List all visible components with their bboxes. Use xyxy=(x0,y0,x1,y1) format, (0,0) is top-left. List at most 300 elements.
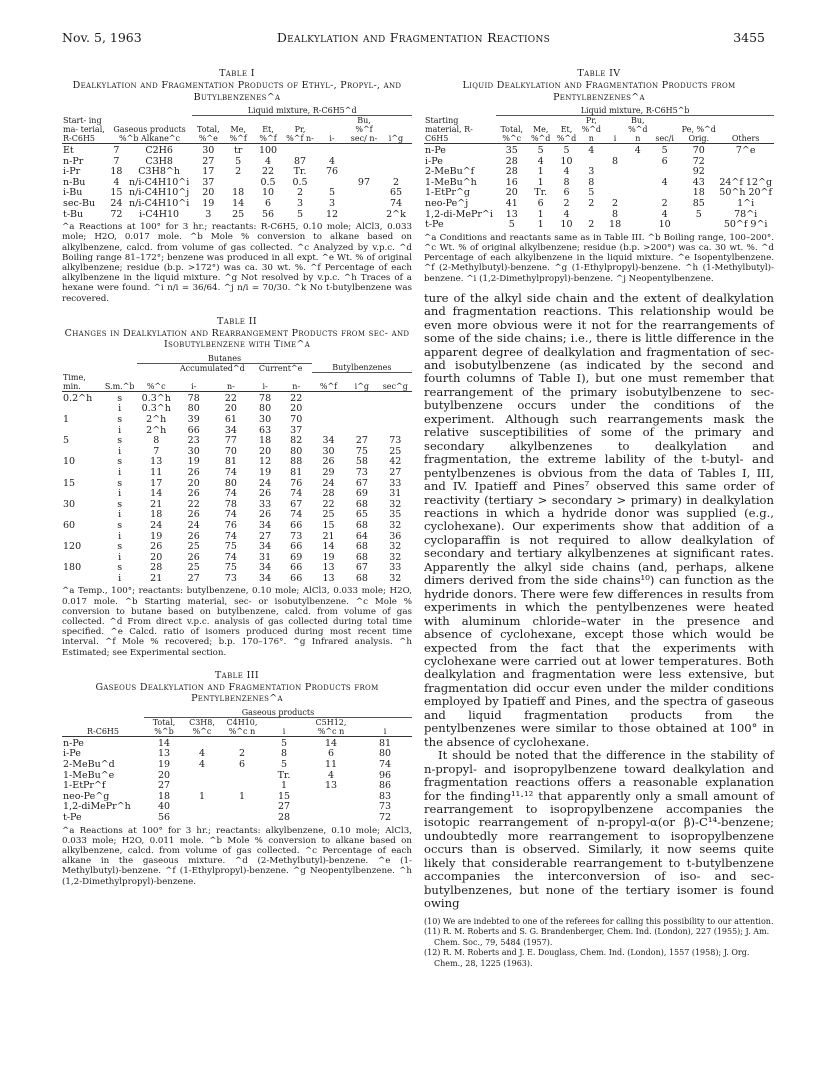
table-cell: 33 xyxy=(259,498,272,510)
table-cell xyxy=(220,771,264,782)
table-cell: 18 xyxy=(692,187,705,199)
table-cell: 80 xyxy=(259,403,272,415)
table-cell: 67 xyxy=(355,477,368,489)
table-cell: 2 xyxy=(612,197,619,209)
table-cell xyxy=(304,802,358,813)
table-cell: 22 xyxy=(261,166,275,178)
table-cell: n-Pe xyxy=(63,737,84,749)
table-cell: 19 xyxy=(187,456,200,468)
table-cell: 28 xyxy=(505,166,518,178)
table-cell: i-Pe xyxy=(425,155,443,167)
table-row xyxy=(62,468,412,479)
header-running-title: Dealkylation and Fragmentation Reactions xyxy=(276,30,551,45)
table-cell: i-C4H10 xyxy=(139,208,180,220)
table-cell: 5 xyxy=(63,435,70,447)
table-cell: 20 xyxy=(187,477,200,489)
table-cell: 21 xyxy=(322,530,335,542)
table-cell: C3H8^h xyxy=(138,166,180,178)
table-cell: 26 xyxy=(187,509,200,521)
table-3-col-header: C5H12, %^c n xyxy=(304,717,358,736)
table-cell: 27 xyxy=(202,155,215,167)
table-cell: 74 xyxy=(378,759,392,771)
table-cell: 74 xyxy=(389,197,403,209)
table-cell: 15 xyxy=(277,790,291,802)
table-4-label: Table IV xyxy=(577,68,621,79)
table-cell: 80 xyxy=(290,445,303,457)
table-cell: 180 xyxy=(63,562,82,574)
table-2-group-butylbenzenes: Butylbenzenes xyxy=(312,363,412,373)
table-cell: 19 xyxy=(150,530,163,542)
table-cell: 24 xyxy=(150,519,163,531)
table-cell: 30 xyxy=(63,498,76,510)
table-cell: 72 xyxy=(692,155,705,167)
table-cell: 76 xyxy=(290,477,303,489)
table-cell: 4 xyxy=(661,176,668,188)
table-cell: 6 xyxy=(661,155,668,167)
table-cell: i xyxy=(118,466,122,478)
table-cell: 5 xyxy=(328,187,336,199)
table-cell: 0.3^h xyxy=(141,392,171,404)
table-cell: 120 xyxy=(63,541,82,553)
table-3-label: Table III xyxy=(214,669,260,681)
table-cell: 30 xyxy=(202,145,215,156)
table-cell: 66 xyxy=(290,572,303,584)
table-2-col-header: i- xyxy=(250,373,281,392)
table-cell: 25 xyxy=(322,509,335,521)
right-column xyxy=(424,68,774,970)
table-cell xyxy=(379,391,412,404)
table-cell xyxy=(304,813,358,824)
table-row xyxy=(424,188,774,199)
table-cell xyxy=(604,167,627,178)
table-cell: i-Pe xyxy=(63,748,81,760)
table-cell: 20 xyxy=(290,403,303,415)
table-cell: 4 xyxy=(661,208,668,220)
table-cell: 23 xyxy=(187,435,200,447)
table-row xyxy=(62,144,412,157)
table-cell: 5 xyxy=(537,145,544,156)
table-cell: 2^h xyxy=(146,424,167,436)
table-cell: 68 xyxy=(355,519,368,531)
table-cell: 74 xyxy=(224,466,237,478)
table-3-notes: ^a Reactions at 100° for 3 hr.; reactants: alkylbenzene, 0.10 mole; AlCl3, 0.033 mole; H2O, 0.011 mole. ^b Mole % conversion to alkane based on alkylbenzene, calcd. from volume of gas collected. ^c Percentage of each alkane in the gaseous mixture. ^d (2-Methylbutyl)-benzene. ^e (1-Methylbutyl)-benzene. ^f (1-Ethylpropyl)-benzene. ^g Neopentylbenzene. ^h (1,2-Dimethylpropyl)-benzene. xyxy=(62,825,412,887)
table-cell: 4 xyxy=(265,155,272,167)
table-cell: 5 xyxy=(280,759,288,771)
table-3-col-header: R-C6H5 xyxy=(62,717,144,736)
table-cell: 14 xyxy=(232,197,245,209)
table-cell: 50^f 9^i xyxy=(723,219,768,231)
table-cell: 32 xyxy=(389,551,402,563)
table-cell: 5 xyxy=(661,145,668,156)
table-cell: 22 xyxy=(290,392,303,404)
table-cell: 3 xyxy=(205,208,212,220)
table-cell: 1 xyxy=(238,790,246,802)
table-cell xyxy=(348,199,380,210)
table-3-col-header: i xyxy=(264,717,304,736)
table-cell: i xyxy=(118,403,122,415)
table-cell: 32 xyxy=(389,498,402,510)
table-cell: 100 xyxy=(258,145,278,156)
table-cell: 0.3^h xyxy=(141,403,171,415)
table-4-body xyxy=(424,144,774,231)
table-cell: 10 xyxy=(658,219,671,231)
table-cell: 20 xyxy=(150,551,163,563)
table-cell: sec-Bu xyxy=(63,197,96,209)
table-cell: 74 xyxy=(290,488,303,500)
table-cell: 14 xyxy=(324,737,338,749)
table-cell: 34 xyxy=(259,572,272,584)
table-cell: 76 xyxy=(325,166,339,178)
table-cell: 18 xyxy=(609,219,622,231)
table-cell: 6 xyxy=(265,197,272,209)
table-cell: n/i-C4H10^i xyxy=(129,197,190,209)
table-cell: 1 xyxy=(198,790,206,802)
table-cell: 1,2-di-MePr^i xyxy=(425,208,493,220)
table-cell xyxy=(626,167,649,178)
table-cell: t-Bu xyxy=(63,208,84,220)
table-cell: 2 xyxy=(235,166,242,178)
table-cell: 13 xyxy=(150,456,163,468)
table-cell: 14 xyxy=(157,737,171,749)
table-1-label: Table I xyxy=(219,68,255,79)
table-cell: 24 xyxy=(322,477,335,489)
table-cell: i xyxy=(118,572,122,584)
table-cell: 12 xyxy=(259,456,272,468)
table-cell: 4 xyxy=(113,176,120,188)
table-cell: 24 xyxy=(259,477,272,489)
table-cell: 1 xyxy=(63,413,70,425)
table-cell: 36 xyxy=(389,530,402,542)
table-cell: 29 xyxy=(322,466,335,478)
table-cell: 6 xyxy=(563,187,570,199)
table-cell: 2 xyxy=(661,197,668,209)
table-cell xyxy=(380,157,412,168)
table-1-col-header: Start- ing ma- terial, R-C6H5 xyxy=(63,116,105,143)
table-cell: n-Bu xyxy=(63,176,86,188)
table-cell xyxy=(380,144,412,157)
table-cell: 34 xyxy=(259,519,272,531)
table-cell: 22 xyxy=(187,498,200,510)
header-date: Nov. 5, 1963 xyxy=(62,30,142,45)
table-cell: 27 xyxy=(277,801,291,813)
table-2-col-header: %^f xyxy=(312,373,345,392)
table-row xyxy=(62,781,412,792)
table-cell: tr xyxy=(233,145,243,156)
table-cell: 20 xyxy=(505,187,518,199)
table-cell xyxy=(220,813,264,824)
table-cell: 28 xyxy=(277,812,291,824)
table-cell: 1 xyxy=(280,780,288,792)
table-cell: Tr. xyxy=(534,187,548,199)
table-3-title: Gaseous Dealkylation and Fragmentation Products from Pentylbenzenes^a xyxy=(95,681,379,705)
table-cell xyxy=(348,210,380,221)
table-cell: 31 xyxy=(389,488,402,500)
table-cell: 24^f 12^g xyxy=(719,176,773,188)
table-cell xyxy=(348,157,380,168)
table-1 xyxy=(62,68,412,304)
table-cell: 73 xyxy=(290,530,303,542)
table-cell: i-Pr xyxy=(63,166,81,178)
table-cell: 37 xyxy=(290,424,303,436)
table-cell: 2^k xyxy=(386,208,406,220)
table-cell: 18 xyxy=(232,187,245,199)
table-cell: 35 xyxy=(389,509,402,521)
table-4 xyxy=(424,68,774,284)
table-cell: 80 xyxy=(224,477,237,489)
table-cell: 10 xyxy=(560,219,573,231)
body-paragraph: ture of the alkyl side chain and the extent of dealkylation and fragmentation reactions. This relationship would be even more obvious were it not for the rearrangements of some of the side chains; i.e., there is little difference in the apparent degree of dealkylation and fragmentation of sec- and isobutylbenzene (as indicated by the second and fourth columns of Table I), but one must remember that rearrangement of the primary isobutylbenzene to sec-butylbenzene occurs under the conditions of the experiment. Although such rearrangements mask the relative susceptibilities of some of the primary and secondary alkylbenzenes to dealkylation and fragmentation, the extreme lability of the t-butyl- and pentylbenzenes is obvious from the data of Tables I, III, and IV. Ipatieff and Pines⁷ observed this same order of reactivity (tertiary > secondary > primary) in dealkylation reactions in which a hydride donor was supplied (e.g., cyclohexane). Our experiments show that addition of a cycloparaffin is not required to allow dealkylation of secondary and tertiary alkylbenzenes at significant rates. Apparently the alkyl side chains (and, perhaps, alkene dimers derived from the side chains¹⁰) can function as the hydride donors. There were few differences in results from experiments in which the pentylbenzenes were heated with aluminum chloride–water in the presence and absence of cyclohexane, except those which would be expected from the fact that the experiments with cyclohexane were carried out at lower temperatures. Both dealkylation and fragmentation were less extensive, but fragmentation did occur even under the milder conditions employed by Ipatieff and Pines, and the spectra of gaseous and liquid fragmentation products from the pentylbenzenes were similar to those obtained at 100° in the absence of cyclohexane. xyxy=(424,290,774,749)
table-cell xyxy=(345,404,378,415)
table-cell xyxy=(379,404,412,415)
table-cell: 25 xyxy=(389,445,402,457)
table-cell: 30 xyxy=(187,445,200,457)
table-cell: 25 xyxy=(232,208,245,220)
table-cell: 27 xyxy=(389,466,402,478)
table-cell: 75 xyxy=(224,562,237,574)
table-cell: 7^e xyxy=(735,145,756,156)
table-cell: 6 xyxy=(238,759,246,771)
table-1-col-header: Bu, %^f sec/ n- xyxy=(348,116,380,144)
table-row xyxy=(62,802,412,813)
table-cell: 4 xyxy=(563,208,570,220)
table-cell: 13 xyxy=(322,572,335,584)
table-4-title: Liquid Dealkylation and Fragmentation Products from Pentylbenzenes^a xyxy=(462,80,736,103)
table-cell: 25 xyxy=(187,541,200,553)
table-cell: 8 xyxy=(280,748,288,760)
table-cell: 78 xyxy=(187,392,200,404)
table-cell: 18 xyxy=(150,509,163,521)
table-cell: 65 xyxy=(389,187,403,199)
table-cell: 19 xyxy=(202,197,215,209)
body-text xyxy=(424,292,774,911)
table-cell: 28 xyxy=(322,488,335,500)
table-cell: 5 xyxy=(296,208,304,220)
table-cell: 76 xyxy=(224,519,237,531)
table-cell: 73 xyxy=(224,572,237,584)
table-cell: 26 xyxy=(187,488,200,500)
table-cell xyxy=(345,391,378,404)
table-2-col-header: Time, min. xyxy=(62,373,102,392)
table-cell: 41 xyxy=(505,197,518,209)
table-cell: 26 xyxy=(322,456,335,468)
table-cell: 6 xyxy=(327,748,335,760)
table-cell: 74 xyxy=(224,509,237,521)
table-cell: 19 xyxy=(259,466,272,478)
table-cell: 78 xyxy=(259,392,272,404)
table-row xyxy=(424,210,774,221)
table-2-col-header: n- xyxy=(212,373,249,392)
table-cell: 20 xyxy=(202,187,215,199)
table-cell: s xyxy=(117,456,123,468)
table-cell: 13 xyxy=(324,780,338,792)
table-cell: 92 xyxy=(692,166,705,178)
table-cell: 68 xyxy=(355,572,368,584)
table-cell: s xyxy=(117,435,123,447)
table-4-col-header: Starting material, R-C6H5 xyxy=(424,116,496,144)
table-row xyxy=(62,199,412,210)
table-cell: 26 xyxy=(187,551,200,563)
table-4-col-header: Pe, %^d Orig. xyxy=(680,116,717,144)
table-cell: 78 xyxy=(224,498,237,510)
table-cell: 8 xyxy=(563,176,570,188)
table-cell: 56 xyxy=(261,208,275,220)
table-cell xyxy=(184,771,220,782)
table-2-group-accumulated: Accumulated^d xyxy=(179,363,245,373)
table-cell xyxy=(680,220,717,231)
table-cell: 97 xyxy=(357,176,371,188)
table-cell: i xyxy=(118,488,122,500)
table-cell: 18 xyxy=(259,435,272,447)
table-cell: 15 xyxy=(110,187,123,199)
table-cell: C2H6 xyxy=(145,145,173,156)
table-cell: 68 xyxy=(355,541,368,553)
table-cell: 21 xyxy=(150,572,163,584)
table-cell: 3 xyxy=(588,166,595,178)
table-4-col-header: Me, %^d xyxy=(527,116,554,144)
table-2-notes: ^a Temp., 100°; reactants: butylbenzene, 0.10 mole; AlCl3, 0.033 mole; H2O, 0.017 mole. ^b Starting material, sec- or isobutylbenzene. ^c Mole % conversion to butane based on butylbenzene, calcd. from volume of gas collected. ^d From direct v.p.c. analysis of gas collected during total time specified. ^e Calcd. ratio of isomers produced during most recent time interval. ^f Mole % recovered; b.p. 170–176°. ^g Infrared analysis. ^h Estimated; see Experimental section. xyxy=(62,586,412,658)
table-2-col-header: i- xyxy=(175,373,212,392)
table-cell: 17 xyxy=(202,166,215,178)
table-2-group-butanes: Butanes xyxy=(137,354,311,364)
table-cell: 12 xyxy=(325,208,339,220)
table-cell xyxy=(312,391,345,404)
table-cell: 1,2-diMePr^h xyxy=(63,801,131,813)
table-row xyxy=(62,391,412,404)
table-cell: 1-MeBu^e xyxy=(63,769,115,781)
table-4-col-header: Others xyxy=(717,116,774,144)
table-cell: 32 xyxy=(389,572,402,584)
table-4-col-header: Bu, %^d n xyxy=(628,116,648,143)
table-cell: C3H8 xyxy=(145,155,173,167)
table-row xyxy=(62,771,412,782)
table-cell: 86 xyxy=(378,780,392,792)
table-cell xyxy=(184,802,220,813)
table-cell: 5 xyxy=(280,737,288,749)
table-cell: 2 xyxy=(238,748,246,760)
table-cell: 60 xyxy=(63,519,76,531)
table-cell: 24 xyxy=(110,197,123,209)
table-cell: 37 xyxy=(202,176,215,188)
table-cell: 2^h xyxy=(146,413,167,425)
table-cell xyxy=(304,792,358,803)
table-cell: 72 xyxy=(110,208,123,220)
table-1-col-header: Et, %^f xyxy=(252,116,284,144)
table-cell: 82 xyxy=(290,435,303,447)
table-cell: 10 xyxy=(560,155,573,167)
table-cell: Et xyxy=(63,145,74,156)
table-cell: 34 xyxy=(259,562,272,574)
table-cell: 77 xyxy=(224,435,237,447)
table-cell: 80 xyxy=(187,403,200,415)
table-cell: 20 xyxy=(157,769,171,781)
table-2-col-header: %^c xyxy=(137,373,175,392)
table-cell: t-Pe xyxy=(63,812,82,824)
table-cell: 69 xyxy=(290,551,303,563)
table-4-notes: ^a Conditions and reactants same as in Table III. ^b Boiling range, 100–200°. ^c Wt. % of original alkylbenzene; residue (b.p. >200°) was ca. 30 wt. %. ^d Percentage of each alkylbenzene in the liquid mixture. ^e Isopentylbenzene. ^f (2-Methylbutyl)-benzene. ^g (1-Ethylpropyl)-benzene. ^h (1-Methylbutyl)-benzene. ^i (1,2-Dimethylpropyl)-benzene. ^j Neopentylbenzene. xyxy=(424,232,774,284)
table-cell: 34 xyxy=(322,435,335,447)
table-cell: 32 xyxy=(389,541,402,553)
table-cell: 1 xyxy=(537,208,544,220)
table-cell: 20 xyxy=(224,403,237,415)
table-cell: 73 xyxy=(355,466,368,478)
table-cell: 11 xyxy=(150,466,163,478)
table-cell: 28 xyxy=(150,562,163,574)
table-cell: 66 xyxy=(290,519,303,531)
table-row xyxy=(424,199,774,210)
table-3-col-header: C3H8, %^c xyxy=(184,717,220,736)
table-1-col-header: i^g xyxy=(380,116,412,144)
table-1-col-header: i- xyxy=(316,116,348,144)
reference-item: (11) R. M. Roberts and S. G. Brandenberger, Chem. Ind. (London), 227 (1955); J. Am. Chem. Soc., 79, 5484 (1957). xyxy=(424,927,770,947)
table-cell: 1-MeBu^h xyxy=(425,176,477,188)
table-cell: i xyxy=(118,530,122,542)
table-cell xyxy=(316,144,348,157)
table-2-col-header: n- xyxy=(281,373,312,392)
table-cell: 8 xyxy=(612,155,619,167)
table-cell: 88 xyxy=(290,456,303,468)
table-cell: 2-MeBu^f xyxy=(425,166,475,178)
table-cell: 15 xyxy=(322,519,335,531)
table-2 xyxy=(62,316,412,658)
table-cell: 3 xyxy=(328,197,336,209)
table-cell: 7 xyxy=(153,445,160,457)
table-row xyxy=(62,813,412,824)
table-2-grid xyxy=(62,354,412,585)
table-cell: 3 xyxy=(296,197,304,209)
table-cell: 18 xyxy=(110,166,123,178)
table-cell: 1-EtPr^g xyxy=(425,187,470,199)
table-3-col-header: i xyxy=(358,717,412,736)
table-cell: 11 xyxy=(324,759,338,771)
table-cell: 14 xyxy=(322,541,335,553)
table-cell xyxy=(62,468,102,479)
table-cell: 75 xyxy=(224,541,237,553)
table-1-col-header: Me, %^f xyxy=(224,116,252,144)
table-cell: 20 xyxy=(259,445,272,457)
table-cell: i-Bu xyxy=(63,187,83,199)
table-cell xyxy=(312,404,345,415)
table-cell: 69 xyxy=(355,488,368,500)
table-3-grid xyxy=(62,708,412,824)
body-paragraph: It should be noted that the difference in the stability of n-propyl- and isopropylbenzene toward dealkylation and fragmentation reactions offers a reasonable explanation for the finding¹¹·¹² that apparently only a small amount of rearrangement to isopropylbenzene accompanies the isotopic rearrangement of n-propyl-α(or β)-C¹⁴-benzene; undoubtedly more rearrangement to isopropylbenzene occurs than is observed. Similarly, it now seems quite likely that considerable rearrangement to t-butylbenzene accompanies the interconversion of iso- and sec-butylbenzenes, but none of the tertiary isomer is found owing xyxy=(424,748,774,911)
table-cell: 72 xyxy=(378,812,392,824)
table-cell: 6 xyxy=(537,197,544,209)
table-cell xyxy=(626,220,649,231)
table-cell: 56 xyxy=(157,812,171,824)
table-cell: Tr. xyxy=(277,769,291,781)
table-row xyxy=(62,736,412,749)
table-cell: 64 xyxy=(355,530,368,542)
table-2-group-current: Current^e xyxy=(258,363,303,373)
table-cell xyxy=(62,574,102,585)
table-cell: 16 xyxy=(505,176,518,188)
table-cell: t-Pe xyxy=(425,219,444,231)
table-cell xyxy=(626,157,649,168)
table-4-col-header: sec/i xyxy=(649,116,680,144)
table-cell: 81 xyxy=(224,456,237,468)
table-1-notes: ^a Reactions at 100° for 3 hr.; reactants: R-C6H5, 0.10 mole; AlCl3, 0.033 mole; H2O, 0.017 mole. ^b Mole % conversion to alkane based on alkylbenzene, calcd. from volume of gas collected. ^c Analyzed by v.p.c. ^d Boiling range 81–172°; benzene was produced in all expt. ^e Wt. % of original alkylbenzene; residue (b.p. >172°) was ca. 30 wt. %. ^f Percentage of each alkylbenzene in the liquid mixture. ^g Not resolved by v.p.c. ^h Traces of a hexane were found. ^i n/i = 36/64. ^j n/i = 70/30. ^k No t-butylbenzene was recovered. xyxy=(62,222,412,304)
table-cell: 68 xyxy=(355,498,368,510)
table-cell: 65 xyxy=(355,509,368,521)
table-3 xyxy=(62,670,412,887)
table-row xyxy=(62,210,412,221)
table-1-body xyxy=(62,144,412,221)
table-3-body xyxy=(62,736,412,823)
table-cell xyxy=(626,178,649,189)
table-cell: n-Pr xyxy=(63,155,84,167)
table-cell xyxy=(184,813,220,824)
table-cell: 4 xyxy=(588,145,595,156)
